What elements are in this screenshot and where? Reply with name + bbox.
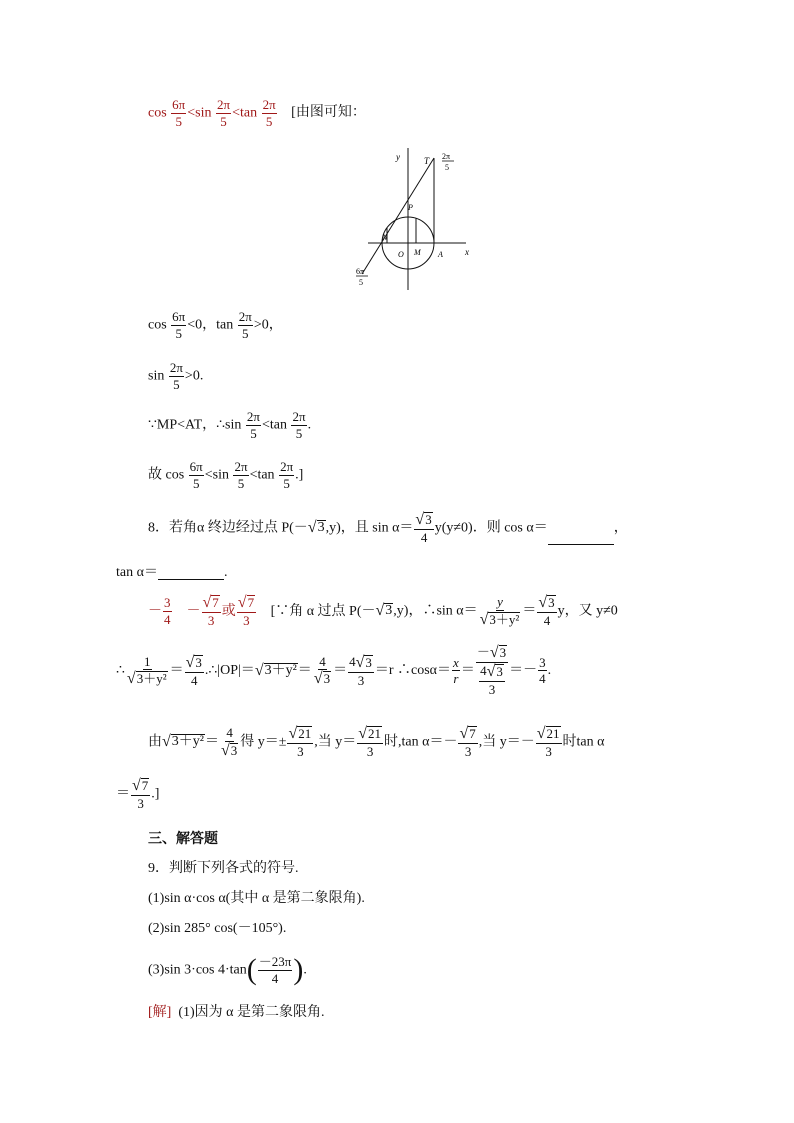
label-t: T <box>424 156 430 166</box>
solution-tag: [解] <box>148 1005 172 1020</box>
fraction-3-4: $\frac{3}{4}$ <box>164 595 171 627</box>
bracket-text: [由图可知： <box>291 105 366 121</box>
fraction-4-sqrt3: 4 √ 3 <box>220 725 238 759</box>
answer-8-line-b: ∴ 1 √ 3＋y² ＝ √ 3 4 .∴|OP|＝ √ 3＋y² ＝ 4 √ 3 ＝ 4 √ 3 3 ＝r ∴cosα＝ $\frac{x}{r}$ ＝ － √ 3 4 √ 3 3 ＝－ $\frac{3}{4}$ . <box>116 644 552 698</box>
fraction-6pi-5: $\frac{6\pi}{5}$ <box>189 459 203 491</box>
answer-8-line: － $\frac{3}{4}$ － √ 7 3 或 √ 7 3 [∵角 α 过点 P(－ √ 3 ,y)，∴sin α＝ y √ 3＋y² ＝ √ 3 4 y，又 y≠0 <box>148 594 618 629</box>
section-heading: 三、解答题 <box>148 831 218 847</box>
fraction-sqrt7-3: √ 7 3 <box>132 777 149 812</box>
line-cos-tan: cos $\frac{6\pi}{5}$ <0，tan $\frac{2\pi}{5}$ >0， <box>148 309 283 341</box>
label-y: y <box>396 152 400 162</box>
fraction-sqrt21-3: √ 21 3 <box>288 725 312 760</box>
question-8: 8．若角α 终边经过点 P(－ √ 3 ,y)，且 sin α＝ √ 3 4 y(y≠0)．则 cos α＝ ， <box>148 511 628 546</box>
label-6pi: 6π <box>356 267 365 276</box>
label-5: 5 <box>445 163 449 172</box>
question-9-title: 9．判断下列各式的符号. <box>148 861 299 876</box>
fraction-x-r: $\frac{x}{r}$ <box>453 654 459 687</box>
line-because: ∵MP<AT，∴sin $\frac{2\pi}{5}$ <tan $\frac{2\pi}{5}$ . <box>148 409 312 441</box>
fraction-sqrt21-3: √ 21 3 <box>536 725 560 760</box>
question-9-part3: (3)sin 3·cos 4·tan( $\frac{-23\pi}{4}$ ). <box>148 953 307 987</box>
label-5b: 5 <box>359 278 363 287</box>
solution-line: [解] (1)因为 α 是第二象限角. <box>148 1005 325 1020</box>
sqrt-3: √ 3 <box>375 602 393 620</box>
unit-circle-figure <box>350 140 480 292</box>
answer-8-line-c: 由 √ 3＋y² ＝ 4 √ 3 得 y＝± √ 21 3 ,当 y＝ √ 21 3 时,tan α＝－ √ 7 3 ,当 y＝－ √ 21 3 时tan α <box>148 725 605 760</box>
fraction-2pi-5: $\frac{2\pi}{5}$ <box>238 309 252 341</box>
question-9-part2: (2)sin 285° cos(－105°). <box>148 921 287 936</box>
answer-blank-tan[interactable] <box>158 567 224 580</box>
line-sin: sin $\frac{2\pi}{5}$ >0. <box>148 360 204 392</box>
label-x: x <box>465 247 469 257</box>
label-2pi: 2π <box>442 152 451 161</box>
answer-blank-cos[interactable] <box>548 532 614 545</box>
fraction-2pi-5: $\frac{2\pi}{5}$ <box>292 409 306 441</box>
fraction-6pi-5: $\frac{6\pi}{5}$ <box>172 309 186 341</box>
fraction-2pi-5: $\frac{2\pi}{5}$ <box>280 459 294 491</box>
line-conclusion: 故 cos $\frac{6\pi}{5}$ <sin $\frac{2\pi}{5}$ <tan $\frac{2\pi}{5}$ .] <box>148 459 304 491</box>
fraction-sqrt3-4: √ 3 4 <box>185 653 202 688</box>
answer-8-line-d: ＝ √ 7 3 .] <box>116 777 160 812</box>
fraction-2pi-5: $\frac{2\pi}{5}$ <box>246 409 260 441</box>
fraction-sqrt3-4: √ 3 4 <box>415 511 432 546</box>
fraction-2pi-5: $\frac{2\pi}{5}$ <box>234 459 248 491</box>
fraction-complex: － √ 3 4 √ 3 3 <box>476 644 507 698</box>
fraction-4-sqrt3: 4 √ 3 <box>313 653 331 688</box>
fraction-2pi-5: $\frac{2\pi}{5}$ <box>217 97 231 129</box>
fraction-neg23pi-4: $\frac{-23\pi}{4}$ <box>258 954 292 986</box>
fraction-sqrt7-3: √ 7 3 <box>237 594 255 629</box>
question-8-tan: tan α＝ . <box>116 565 228 580</box>
fraction-y-sqrt: y √ 3＋y² <box>479 594 520 628</box>
fraction-6pi-5: $\frac{6\pi}{5}$ <box>172 97 186 129</box>
label-n: N <box>382 233 388 242</box>
sqrt-3: √ 3 <box>307 519 325 537</box>
label-a: A <box>438 250 443 259</box>
answer-7-line <box>148 98 366 128</box>
label-m: M <box>414 248 421 257</box>
label-o: O <box>398 250 404 259</box>
fraction-3-4: $\frac{3}{4}$ <box>539 654 546 687</box>
fraction-1-sqrt: 1 √ 3＋y² <box>126 653 167 688</box>
tan-label: tan <box>239 105 261 121</box>
fraction-2pi-5: $\frac{2\pi}{5}$ <box>262 97 276 129</box>
fraction-sqrt3-4: √ 3 4 <box>538 594 555 629</box>
cos-label: cos <box>148 105 171 121</box>
fraction-sqrt7-3: √ 7 3 <box>202 594 219 629</box>
label-p: P <box>408 203 413 212</box>
sin-label: sin <box>195 105 215 121</box>
fraction-sqrt7-3: √ 7 3 <box>459 725 476 760</box>
lt-sign: < <box>187 105 196 121</box>
lt-sign: < <box>232 105 240 121</box>
fraction-sqrt21-3: √ 21 3 <box>358 725 382 760</box>
question-9-part1: (1)sin α·cos α(其中 α 是第二象限角). <box>148 891 365 906</box>
fraction-4sqrt3-3: 4 √ 3 3 <box>349 653 372 688</box>
fraction-2pi-5: $\frac{2\pi}{5}$ <box>169 360 183 392</box>
